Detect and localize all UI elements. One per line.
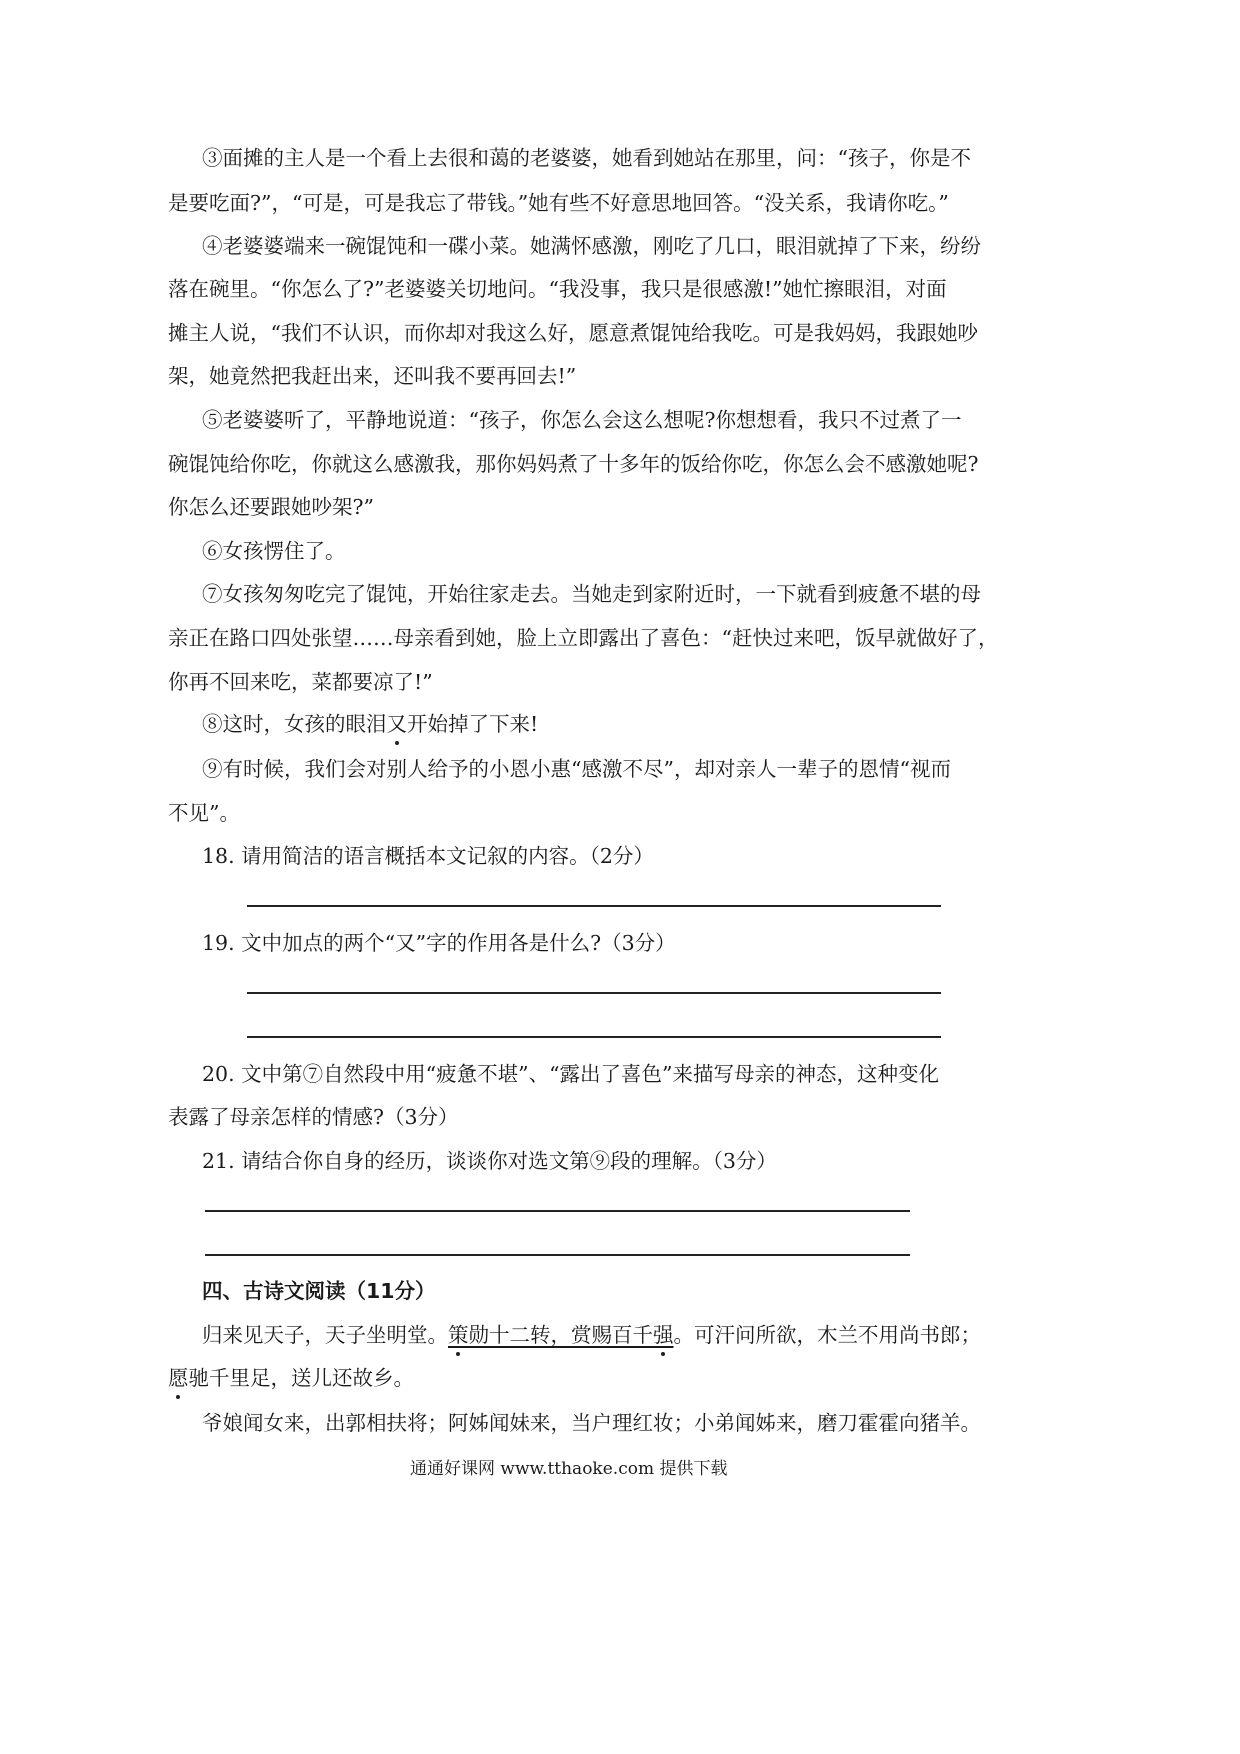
passage-p8 xyxy=(202,711,538,737)
question-21: 21. 请结合你自身的经历，谈谈你对选文第⑨段的理解。（3分） xyxy=(202,1149,777,1173)
answer-line-q18[interactable] xyxy=(247,905,941,907)
dotted-character-ce: 策 xyxy=(448,1323,469,1347)
poem-line3: 爷娘闻女来，出郭相扶将；阿姊闻妹来，当户理红妆；小弟闻姊来，磨刀霍霍向猪羊。 xyxy=(202,1411,981,1435)
passage-p4-line2: 落在碗里。“你怎么了?”老婆婆关切地问。“我没事，我只是很感激!”她忙擦眼泪，对面 xyxy=(168,277,947,301)
passage-p4-line1: ④老婆婆端来一碗馄饨和一碟小菜。她满怀感激，刚吃了几口，眼泪就掉了下来，纷纷 xyxy=(202,234,981,258)
answer-line-q19-2[interactable] xyxy=(247,1036,941,1038)
passage-p3-line2: 是要吃面?”，“可是，可是我忘了带钱。”她有些不好意思地回答。“没关系，我请你吃。” xyxy=(168,191,949,215)
passage-p5-line1: ⑤老婆婆听了，平静地说道：“孩子，你怎么会这么想呢?你想想看，我只不过煮了一 xyxy=(202,408,962,432)
passage-p6: ⑥女孩愣住了。 xyxy=(202,539,346,563)
poem-line1 xyxy=(202,1322,981,1348)
poem-line2 xyxy=(168,1365,414,1391)
dotted-character-qiang: 强 xyxy=(653,1323,674,1347)
p8-text-before: ⑧这时，女孩的眼泪 xyxy=(202,712,387,736)
poem-line1-end: 。可汗问所欲，木兰不用尚书郎； xyxy=(673,1323,981,1347)
question-19: 19. 文中加点的两个“又”字的作用各是什么?（3分） xyxy=(202,931,676,955)
dotted-character-you: 又 xyxy=(386,712,407,736)
passage-p3-line1: ③面摊的主人是一个看上去很和蔼的老婆婆，她看到她站在那里，问：“孩子，你是不 xyxy=(202,146,971,170)
passage-p5-line3: 你怎么还要跟她吵架?” xyxy=(168,495,374,519)
poem-line1-start: 归来见天子，天子坐明堂。 xyxy=(202,1323,448,1347)
passage-p7-line2: 亲正在路口四处张望……母亲看到她，脸上立即露出了喜色：“赶快过来吧，饭早就做好了， xyxy=(168,626,999,650)
passage-p9-line1: ⑨有时候，我们会对别人给予的小恩小惠“感激不尽”，却对亲人一辈子的恩情“视而 xyxy=(202,757,951,781)
underlined-phrase xyxy=(448,1323,674,1347)
poem-line2-rest: 驰千里足，送儿还故乡。 xyxy=(188,1366,414,1390)
question-20-line1: 20. 文中第⑦自然段中用“疲惫不堪”、“露出了喜色”来描写母亲的神态，这种变化 xyxy=(202,1062,940,1086)
answer-line-q19-1[interactable] xyxy=(247,992,941,994)
answer-line-q21-1[interactable] xyxy=(205,1210,910,1212)
p8-text-after: 开始掉了下来! xyxy=(407,712,539,736)
passage-p7-line1: ⑦女孩匆匆吃完了馄饨，开始往家走去。当她走到家附近时，一下就看到疲惫不堪的母 xyxy=(202,582,981,606)
passage-p9-line2: 不见”。 xyxy=(168,801,240,825)
passage-p4-line3: 摊主人说，“我们不认识，而你却对我这么好，愿意煮馄饨给我吃。可是我妈妈，我跟她吵 xyxy=(168,321,978,345)
passage-p5-line2: 碗馄饨给你吃，你就这么感激我，那你妈妈煮了十多年的饭给你吃，你怎么会不感激她呢? xyxy=(168,452,979,476)
answer-line-q21-2[interactable] xyxy=(205,1254,910,1256)
dotted-character-yuan: 愿 xyxy=(168,1366,189,1390)
page-footer: 通通好课网 www.tthaoke.com 提供下载 xyxy=(410,1459,728,1479)
passage-p4-line4: 架，她竟然把我赶出来，还叫我不要再回去!” xyxy=(168,364,577,388)
passage-p7-line3: 你再不回来吃，菜都要凉了!” xyxy=(168,670,433,694)
underlined-phrase-mid: 勋十二转，赏赐百千 xyxy=(468,1323,653,1347)
section-4-heading: 四、古诗文阅读（11分） xyxy=(202,1279,436,1303)
question-20-line2: 表露了母亲怎样的情感?（3分） xyxy=(168,1105,459,1129)
question-18: 18. 请用简洁的语言概括本文记叙的内容。（2分） xyxy=(202,844,654,868)
